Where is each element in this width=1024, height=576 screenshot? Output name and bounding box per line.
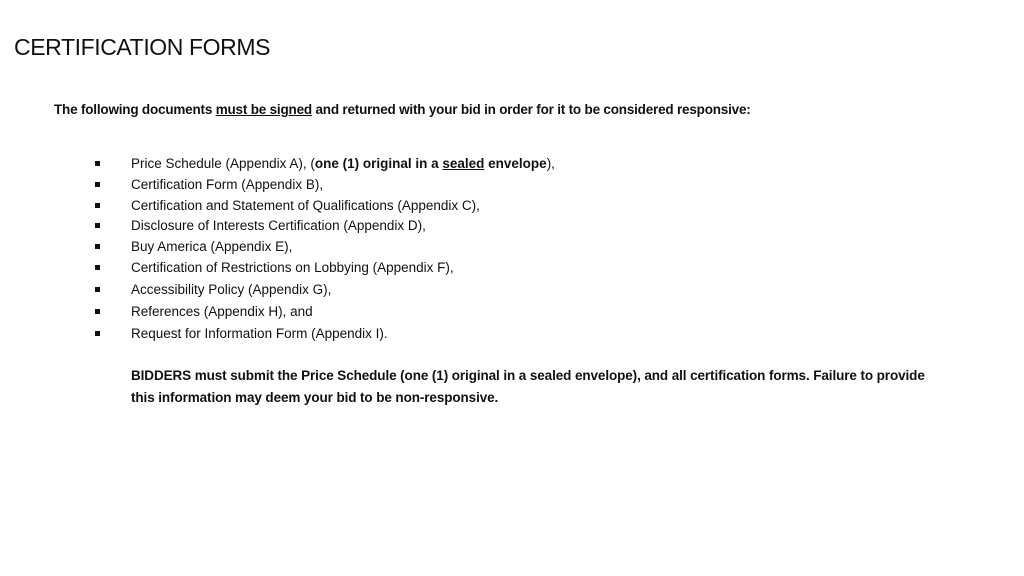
intro-paragraph xyxy=(54,102,751,117)
list-item-text: References (Appendix H), and xyxy=(131,303,313,319)
square-bullet-icon xyxy=(95,331,100,336)
list-item-disclosure-of-interests xyxy=(92,216,555,237)
bidder-notice: BIDDERS must submit the Price Schedule (one (1) original in a sealed envelope), and all certification forms. Failure to provide this information may deem your bid to be non-responsive. xyxy=(131,368,925,405)
list-item-text: Accessibility Policy (Appendix G), xyxy=(131,281,332,297)
square-bullet-icon xyxy=(95,203,100,208)
intro-text-after: and returned with your bid in order for it to be considered responsive: xyxy=(311,102,751,117)
list-item-text: Request for Information Form (Appendix I). xyxy=(131,325,388,341)
list-item-certification-form xyxy=(92,175,555,196)
list-item-accessibility-policy xyxy=(92,280,555,302)
page-title: CERTIFICATION FORMS xyxy=(14,34,271,60)
list-item-text: Certification Form (Appendix B), xyxy=(131,176,324,192)
list-item-request-for-information xyxy=(92,324,555,346)
square-bullet-icon xyxy=(95,287,100,292)
list-item-text: Buy America (Appendix E), xyxy=(131,239,293,255)
list-item-price-schedule xyxy=(92,154,555,175)
list-item-lobbying-restrictions xyxy=(92,258,555,280)
list-item-references xyxy=(92,302,555,324)
square-bullet-icon xyxy=(95,265,100,270)
list-item-buy-america xyxy=(92,237,555,258)
square-bullet-icon xyxy=(95,161,100,166)
list-item-tail: ), xyxy=(546,156,555,171)
list-item-bold: envelope xyxy=(484,156,547,171)
square-bullet-icon xyxy=(95,182,100,187)
square-bullet-icon xyxy=(95,244,100,249)
list-item-bold-underline: sealed xyxy=(442,156,485,171)
required-documents-list xyxy=(92,154,555,346)
list-item-bold: one (1) original in a xyxy=(314,156,443,171)
list-item-text: Price Schedule (Appendix A), ( xyxy=(131,156,315,171)
square-bullet-icon xyxy=(95,223,100,228)
list-item-text: Disclosure of Interests Certification (Appendix D), xyxy=(131,218,426,234)
square-bullet-icon xyxy=(95,309,100,314)
intro-text-before: The following documents xyxy=(54,102,216,117)
intro-emphasis: must be signed xyxy=(215,102,312,117)
list-item-text: Certification of Restrictions on Lobbying (Appendix F), xyxy=(131,259,454,275)
list-item-text: Certification and Statement of Qualifications (Appendix C), xyxy=(131,197,480,213)
list-item-statement-of-qualifications xyxy=(92,196,555,217)
